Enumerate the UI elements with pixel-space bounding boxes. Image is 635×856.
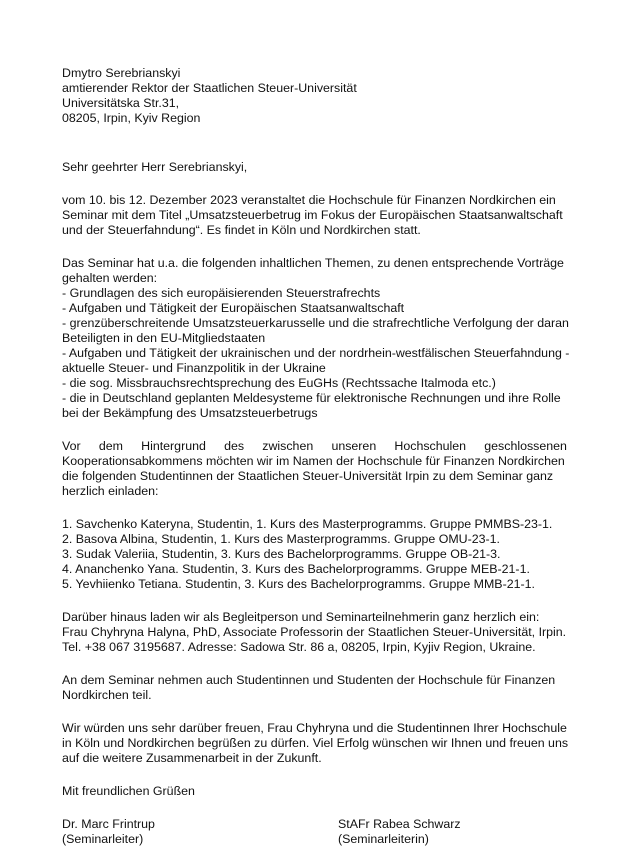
topic-item: - die in Deutschland geplanten Meldesysteme für elektronische Rechnungen und ihre Rolle [62,391,561,405]
topics-intro-line: Das Seminar hat u.a. die folgenden inhaltlichen Themen, zu denen entsprechende Vorträge [62,256,564,270]
topic-item: - grenzüberschreitende Umsatzsteuerkarusselle und die strafrechtliche Verfolgung der daran [62,316,569,330]
signature-right [338,817,461,847]
topic-item: aktuelle Steuer- und Finanzpolitik in der Ukraine [62,361,326,375]
signature-block [62,817,567,849]
intro-paragraph [62,193,567,238]
intro-line: und der Steuerfahndung“. Es findet in Köln und Nordkirchen statt. [62,223,421,237]
invitation-word: Hintergrund [141,439,206,453]
participants-line: Nordkirchen teil. [62,688,152,702]
invitation-line [62,439,567,454]
companion-paragraph [62,610,567,655]
student-item: 2. Basova Albina, Studentin, 1. Kurs des Masterprogramms. Gruppe OMU-23-1. [62,532,501,546]
invitation-word: zwischen [262,439,314,453]
letter [62,66,570,849]
greeting: Mit freundlichen Grüßen [62,784,195,798]
invitation-word: des [224,439,245,453]
invitation-word: Hochschulen [394,439,467,453]
topic-item: - Aufgaben und Tätigkeit der ukrainischen und der nordrhein-westfälischen Steuerfahndung - [62,346,570,360]
intro-line: Seminar mit dem Titel „Umsatzsteuerbetrug im Fokus der Europäischen Staatsanwaltschaft [62,208,563,222]
signer-role: (Seminarleiter) [62,832,144,846]
invitation-word: Vor [62,439,81,453]
invitation-word: geschlossenen [484,439,567,453]
topics-intro-line: gehalten werden: [62,271,158,285]
student-item: 3. Sudak Valeriia, Studentin, 3. Kurs des Bachelorprogramms. Gruppe OB-21-3. [62,547,501,561]
student-item: 1. Savchenko Kateryna, Studentin, 1. Kurs des Masterprogramms. Gruppe PMMBS-23-1. [62,517,553,531]
companion-line: Tel. +38 067 3195687. Adresse: Sadowa Str. 86 a, 08205, Irpin, Kyjiv Region, Ukraine. [62,640,536,654]
closing-line: in Köln und Nordkirchen begrüßen zu dürfen. Viel Erfolg wünschen wir Ihnen und freuen uns [62,736,569,750]
topic-item: bei der Bekämpfung des Umsatzsteuerbetrugs [62,406,318,420]
topic-item: Beteiligten in den EU-Mitgliedstaaten [62,331,266,345]
student-list [62,517,567,592]
signer-name: Dr. Marc Frintrup [62,817,155,831]
recipient-address [62,66,567,126]
signer-name: StAFr Rabea Schwarz [338,817,461,831]
invitation-line: herzlich einladen: [62,484,159,498]
closing-line: auf die weitere Zusammenarbeit in der Zukunft. [62,751,322,765]
invitation-paragraph [62,439,567,499]
recipient-title: amtierender Rektor der Staatlichen Steuer-Universität [62,81,357,95]
intro-line: vom 10. bis 12. Dezember 2023 veranstaltet die Hochschule für Finanzen Nordkirchen ein [62,193,556,207]
signature-left [62,817,155,847]
student-item: 5. Yevhiienko Tetiana. Studentin, 3. Kurs des Bachelorprogramms. Gruppe MMB-21-1. [62,577,535,591]
invitation-word: unseren [331,439,377,453]
salutation: Sehr geehrter Herr Serebrianskyi, [62,160,248,174]
invitation-word: dem [98,439,123,453]
companion-line: Darüber hinaus laden wir als Begleitperson und Seminarteilnehmerin ganz herzlich ein: [62,610,540,624]
invitation-line: Kooperationsabkommens möchten wir im Namen der Hochschule für Finanzen Nordkirchen [62,454,565,468]
participants-paragraph [62,673,567,703]
signer-role: (Seminarleiterin) [338,832,429,846]
recipient-name: Dmytro Serebrianskyi [62,66,181,80]
invitation-line: die folgenden Studentinnen der Staatlichen Steuer-Universität Irpin zu dem Seminar ganz [62,469,554,483]
participants-line: An dem Seminar nehmen auch Studentinnen und Studenten der Hochschule für Finanzen [62,673,556,687]
topic-item: - Grundlagen des sich europäisierenden Steuerstrafrechts [62,286,381,300]
companion-line: Frau Chyhryna Halyna, PhD, Associate Professorin der Staatlichen Steuer-Universität, Irpin. [62,625,567,639]
closing-line: Wir würden uns sehr darüber freuen, Frau Chyhryna und die Studentinnen Ihrer Hochschule [62,721,567,735]
topic-item: - die sog. Missbrauchsrechtsprechung des EuGHs (Rechtssache Italmoda etc.) [62,376,496,390]
topics-paragraph [62,256,570,421]
recipient-street: Universitätska Str.31, [62,96,180,110]
student-item: 4. Ananchenko Yana. Studentin, 3. Kurs des Bachelorprogramms. Gruppe MEB-21-1. [62,562,530,576]
closing-paragraph [62,721,567,766]
recipient-city: 08205, Irpin, Kyiv Region [62,111,201,125]
topic-item: - Aufgaben und Tätigkeit der Europäischen Staatsanwaltschaft [62,301,405,315]
